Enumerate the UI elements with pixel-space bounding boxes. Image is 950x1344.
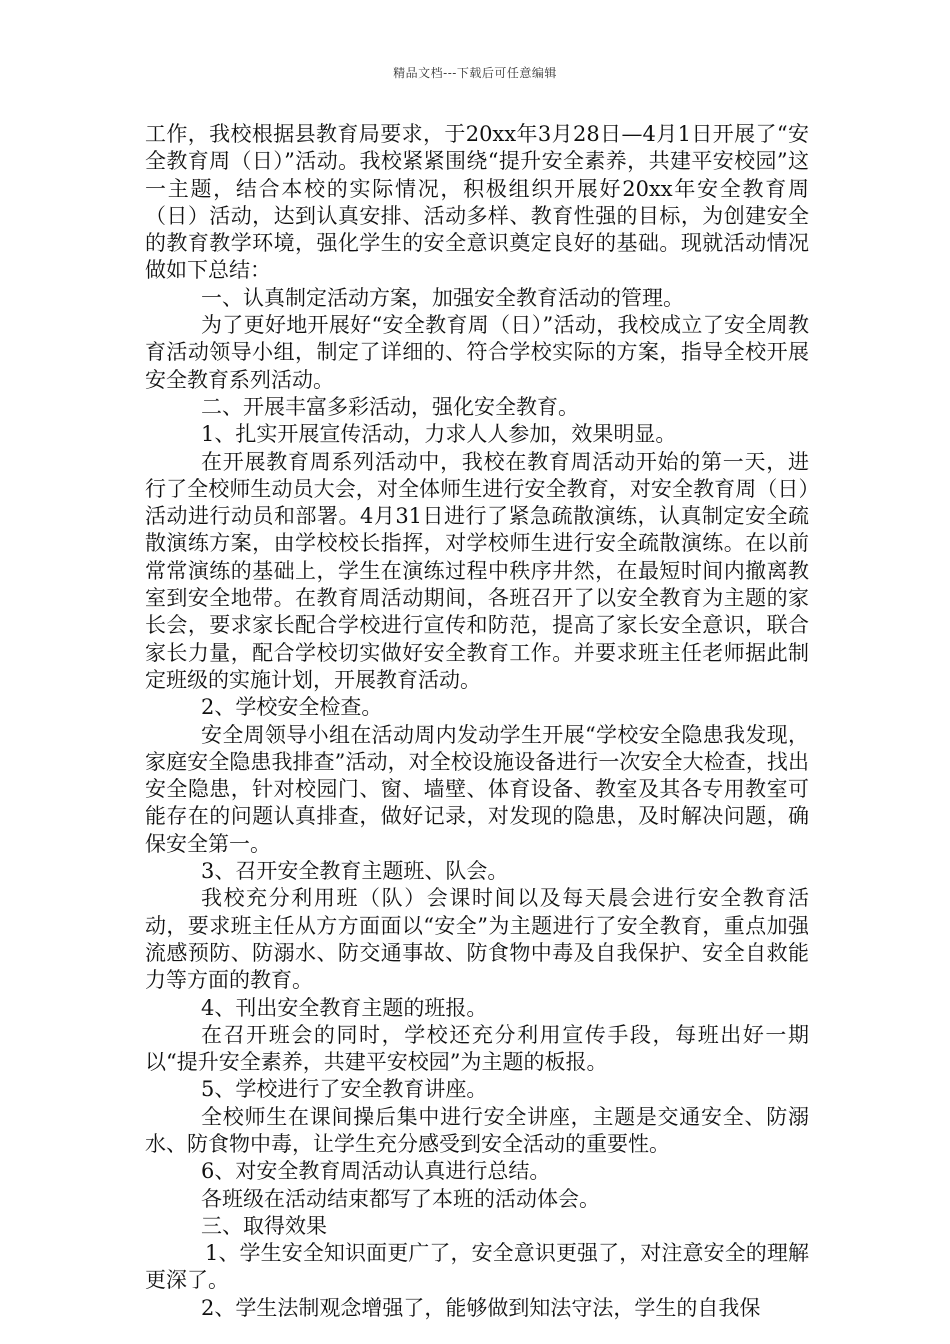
section-heading: 一、认真制定活动方案，加强安全教育活动的管理。 [201,285,684,310]
section-heading: 二、开展丰富多彩活动，强化安全教育。 [201,394,579,419]
result-item: 2、学生法制观念增强了，能够做到知法守法，学生的自我保 [201,1295,761,1320]
paragraph: 各班级在活动结束都写了本班的活动体会。 [201,1186,600,1211]
subsection-heading: 6、对安全教育周活动认真进行总结。 [201,1159,551,1184]
paragraph: 安全周领导小组在活动周内发动学生开展“学校安全隐患我发现，家庭安全隐患我排查”活动，对全校设施设备进行一次安全大检查，找出安全隐患，针对校园门、窗、墙壁、体育设备、教室及其各专用教室可能存在的问题认真排查，做好记录，对发现的隐患，及时解决问题，确保安全第一。 [145,722,809,856]
paragraph: 在开展教育周系列活动中，我校在教育周活动开始的第一天，进行了全校师生动员大会，对全体师生进行安全教育，对安全教育周（日）活动进行动员和部署。4月31日进行了紧急疏散演练，认真制定安全疏散演练方案，由学校校长指挥，对学校师生进行安全疏散演练。在以前常常演练的基础上，学生在演练过程中秩序井然，在最短时间内撤离教室到安全地带。在教育周活动期间，各班召开了以安全教育为主题的家长会，要求家长配合学校进行宣传和防范，提高了家长安全意识，联合家长力量，配合学校切实做好安全教育工作。并要求班主任老师据此制定班级的实施计划，开展教育活动。 [145,449,809,692]
paragraph: 在召开班会的同时，学校还充分利用宣传手段，每班出好一期以“提升安全素养，共建平安校园”为主题的板报。 [145,1022,809,1075]
paragraph: 为了更好地开展好“安全教育周（日）”活动，我校成立了安全周教育活动领导小组，制定了详细的、符合学校实际的方案，指导全校开展安全教育系列活动。 [145,313,809,392]
paragraph: 工作，我校根据县教育局要求，于20xx年3月28日—4月1日开展了“安全教育周（日）”活动。我校紧紧围绕“提升安全素养，共建平安校园”这一主题，结合本校的实际情况，积极组织开展好20xx年安全教育周（日）活动，达到认真安排、活动多样、教育性强的目标，为创建安全的教育教学环境，强化学生的安全意识奠定良好的基础。现就活动情况做如下总结： [145,122,809,283]
subsection-heading: 3、召开安全教育主题班、队会。 [201,859,509,884]
paragraph: 全校师生在课间操后集中进行安全讲座，主题是交通安全、防溺水、防食物中毒，让学生充分感受到安全活动的重要性。 [145,1104,809,1156]
result-item: 1、学生安全知识面更广了，安全意识更强了，对注意安全的理解更深了。 [145,1241,809,1293]
paragraph: 我校充分利用班（队）会课时间以及每天晨会进行安全教育活动，要求班主任从方方面面以“安全”为主题进行了安全教育，重点加强流感预防、防溺水、防交通事故、防食物中毒及自我保护、安全自救能力等方面的教育。 [145,886,809,993]
subsection-heading: 4、刊出安全教育主题的班报。 [201,995,488,1020]
subsection-heading: 1、扎实开展宣传活动，力求人人参加，效果明显。 [201,422,677,447]
subsection-heading: 2、学校安全检查。 [201,695,383,720]
document-body [145,121,809,1322]
subsection-heading: 5、学校进行了安全教育讲座。 [201,1077,488,1102]
page-header: 精品文档---下载后可任意编辑 [393,66,557,80]
section-heading: 三、取得效果 [201,1213,327,1238]
